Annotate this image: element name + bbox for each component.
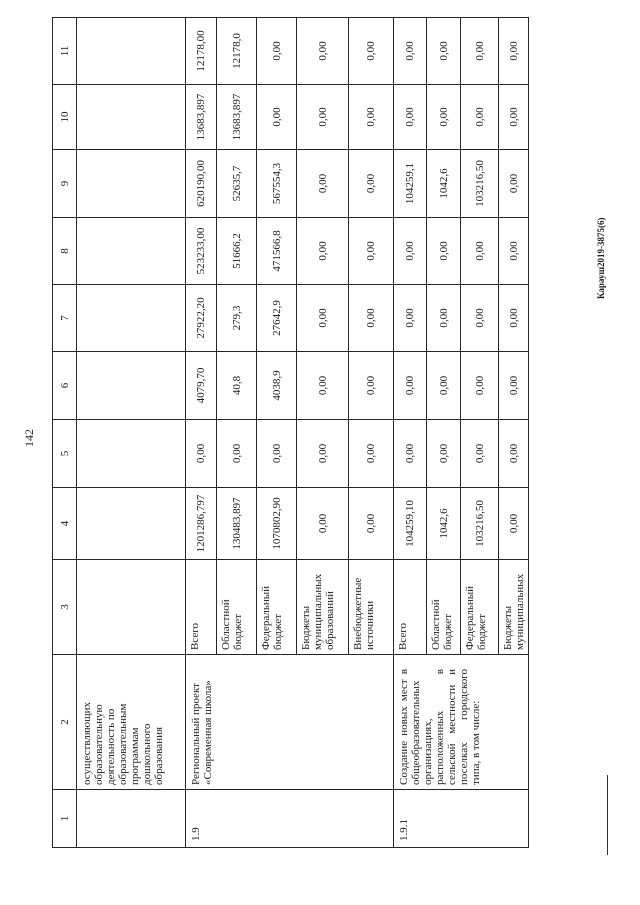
value-cell: 0,00 — [257, 85, 297, 150]
value-cell: 471566,8 — [257, 218, 297, 285]
funding-source: Всего — [394, 560, 427, 655]
empty-cell — [77, 218, 186, 285]
empty-cell — [77, 560, 186, 655]
value-cell: 0,00 — [297, 150, 349, 218]
value-cell: 0,00 — [499, 285, 529, 352]
value-cell: 0,00 — [349, 285, 394, 352]
row-code: 1.9 — [186, 790, 394, 848]
row-title: Региональный проект «Современная школа» — [186, 655, 394, 790]
value-cell: 0,00 — [461, 85, 499, 150]
value-cell: 104259,1 — [394, 150, 427, 218]
table-header-row — [53, 18, 77, 848]
table-header-cell: 6 — [53, 352, 77, 420]
value-cell: 0,00 — [349, 352, 394, 420]
value-cell: 567554,3 — [257, 150, 297, 218]
value-cell: 0,00 — [461, 18, 499, 85]
budget-table — [52, 17, 529, 848]
value-cell: 0,00 — [427, 18, 461, 85]
empty-cell — [77, 150, 186, 218]
value-cell: 0,00 — [297, 85, 349, 150]
value-cell: 13683,897 — [217, 85, 257, 150]
value-cell: 40,8 — [217, 352, 257, 420]
value-cell: 0,00 — [461, 352, 499, 420]
funding-source: Бюджеты муниципальных — [499, 560, 529, 655]
empty-cell — [77, 420, 186, 488]
footer-code: Карауш2019-3875(6) — [596, 217, 606, 299]
value-cell: 0,00 — [297, 352, 349, 420]
value-cell: 104259,10 — [394, 488, 427, 560]
funding-source: Федеральный бюджет — [461, 560, 499, 655]
value-cell: 0,00 — [461, 285, 499, 352]
value-cell: 0,00 — [394, 218, 427, 285]
value-cell: 0,00 — [499, 18, 529, 85]
value-cell: 27642,9 — [257, 285, 297, 352]
funding-source: Бюджеты муниципальных образований — [297, 560, 349, 655]
value-cell: 27922,20 — [186, 285, 217, 352]
value-cell: 0,00 — [427, 352, 461, 420]
table-header-cell: 2 — [53, 655, 77, 790]
table-header-cell: 3 — [53, 560, 77, 655]
value-cell: 0,00 — [499, 488, 529, 560]
value-cell: 4038,9 — [257, 352, 297, 420]
value-cell: 523233,00 — [186, 218, 217, 285]
value-cell: 0,00 — [427, 218, 461, 285]
table-header-cell: 1 — [53, 790, 77, 848]
funding-source: Внебюджетные источники — [349, 560, 394, 655]
value-cell: 13683,897 — [186, 85, 217, 150]
empty-cell — [77, 488, 186, 560]
value-cell: 0,00 — [394, 352, 427, 420]
value-cell: 279,3 — [217, 285, 257, 352]
empty-cell — [77, 18, 186, 85]
footer-rule — [607, 775, 608, 855]
value-cell: 0,00 — [427, 420, 461, 488]
value-cell: 1042,6 — [427, 150, 461, 218]
value-cell: 1201286,797 — [186, 488, 217, 560]
value-cell: 0,00 — [499, 150, 529, 218]
table-header-cell: 4 — [53, 488, 77, 560]
row-code: 1.9.1 — [394, 790, 529, 848]
funding-source: Областной бюджет — [217, 560, 257, 655]
value-cell: 0,00 — [461, 218, 499, 285]
value-cell: 0,00 — [349, 218, 394, 285]
table-header-cell: 8 — [53, 218, 77, 285]
value-cell: 0,00 — [349, 420, 394, 488]
row-title: Создание новых мест в общеобразовательных организациях, расположенных в сельской местности и поселках городского типа, в том числе: — [394, 655, 529, 790]
empty-cell — [77, 85, 186, 150]
value-cell: 0,00 — [427, 85, 461, 150]
value-cell: 0,00 — [186, 420, 217, 488]
funding-source: Всего — [186, 560, 217, 655]
value-cell: 0,00 — [499, 218, 529, 285]
value-cell: 0,00 — [297, 488, 349, 560]
continuation-row — [77, 18, 186, 848]
value-cell: 0,00 — [349, 488, 394, 560]
value-cell: 0,00 — [394, 285, 427, 352]
table-row — [394, 18, 427, 848]
table-header-cell: 11 — [53, 18, 77, 85]
value-cell: 0,00 — [461, 420, 499, 488]
value-cell: 1042,6 — [427, 488, 461, 560]
value-cell: 0,00 — [297, 420, 349, 488]
value-cell: 1070802,90 — [257, 488, 297, 560]
table-header-cell: 9 — [53, 150, 77, 218]
value-cell: 51666,2 — [217, 218, 257, 285]
value-cell: 0,00 — [427, 285, 461, 352]
value-cell: 103216,50 — [461, 488, 499, 560]
value-cell: 130483,897 — [217, 488, 257, 560]
value-cell: 4079,70 — [186, 352, 217, 420]
value-cell: 0,00 — [349, 150, 394, 218]
empty-cell — [77, 285, 186, 352]
value-cell: 0,00 — [257, 18, 297, 85]
funding-source: Областной бюджет — [427, 560, 461, 655]
value-cell: 0,00 — [349, 18, 394, 85]
value-cell: 12178,0 — [217, 18, 257, 85]
value-cell: 0,00 — [257, 420, 297, 488]
continuation-text: осуществляющих образовательную деятельность по образовательным программам дошкольного образования — [77, 655, 186, 790]
table-header-cell: 7 — [53, 285, 77, 352]
funding-source: Федеральный бюджет — [257, 560, 297, 655]
value-cell: 52635,7 — [217, 150, 257, 218]
table-header-cell: 10 — [53, 85, 77, 150]
value-cell: 0,00 — [394, 18, 427, 85]
value-cell: 103216,50 — [461, 150, 499, 218]
value-cell: 620190,00 — [186, 150, 217, 218]
value-cell: 0,00 — [349, 85, 394, 150]
table-header-cell: 5 — [53, 420, 77, 488]
value-cell: 12178,00 — [186, 18, 217, 85]
value-cell: 0,00 — [499, 85, 529, 150]
value-cell: 0,00 — [499, 420, 529, 488]
empty-cell — [77, 352, 186, 420]
value-cell: 0,00 — [499, 352, 529, 420]
value-cell: 0,00 — [297, 218, 349, 285]
page-number: 142 — [22, 429, 36, 447]
value-cell: 0,00 — [217, 420, 257, 488]
empty-cell — [77, 790, 186, 848]
table-row — [186, 18, 217, 848]
value-cell: 0,00 — [394, 420, 427, 488]
value-cell: 0,00 — [394, 85, 427, 150]
value-cell: 0,00 — [297, 18, 349, 85]
value-cell: 0,00 — [297, 285, 349, 352]
